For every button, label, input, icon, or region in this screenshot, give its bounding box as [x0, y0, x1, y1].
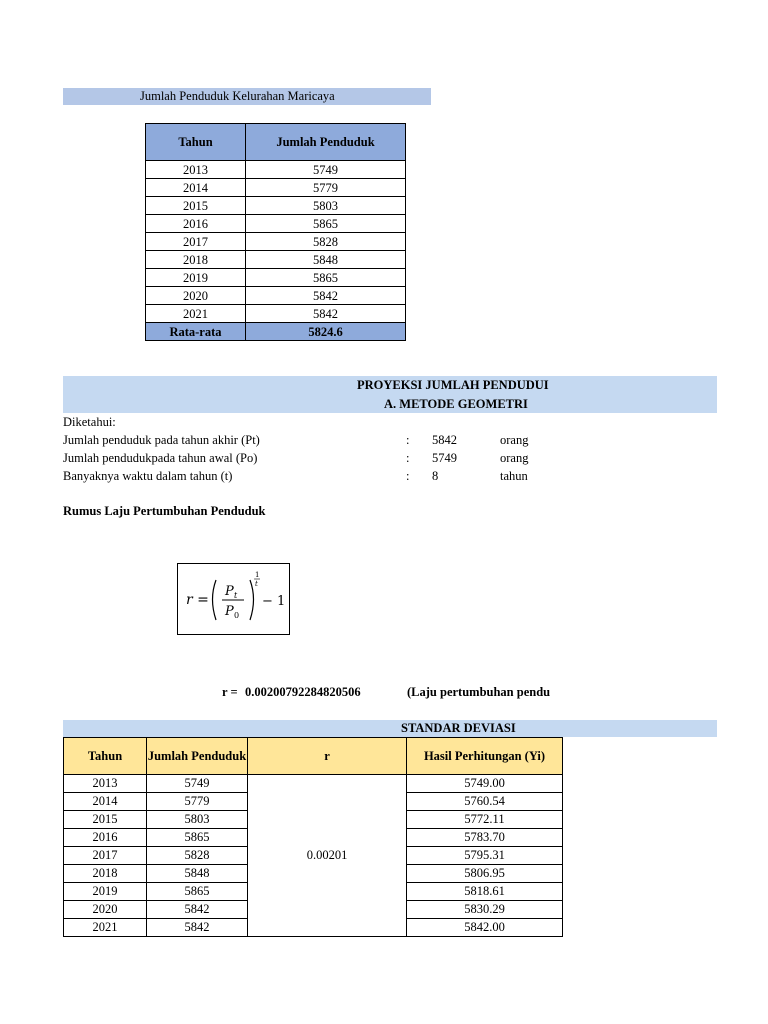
known-item-label: Banyaknya waktu dalam tahun (t) [63, 469, 233, 483]
table-row [146, 305, 406, 323]
formula-denominator: P [225, 604, 234, 619]
known-item-value: 5842 [432, 433, 457, 447]
table-row [146, 233, 406, 251]
result-cell: 5795.31 [407, 847, 563, 865]
known-item-unit: tahun [500, 469, 528, 483]
population-average-row [146, 323, 406, 341]
year-cell: 2020 [64, 901, 147, 919]
formula-minus-one: − 1 [262, 594, 286, 609]
population-table [145, 123, 406, 341]
population-cell: 5842 [147, 901, 248, 919]
population-title: Jumlah Penduduk Kelurahan Maricaya [140, 89, 335, 103]
year-cell: 2014 [146, 179, 246, 197]
std-header-year: Tahun [64, 738, 147, 775]
known-label: Diketahui: [63, 415, 116, 429]
table-row [146, 161, 406, 179]
formula-denominator-sub: 0 [234, 611, 240, 620]
population-cell: 5749 [147, 775, 248, 793]
population-cell: 5828 [246, 233, 406, 251]
std-title: STANDAR DEVIASI [401, 721, 516, 735]
year-cell: 2016 [146, 215, 246, 233]
population-table-header [146, 124, 406, 161]
year-cell: 2019 [146, 269, 246, 287]
population-cell: 5749 [246, 161, 406, 179]
table-row [146, 215, 406, 233]
formula-numerator: P [225, 584, 234, 599]
population-cell: 5865 [246, 215, 406, 233]
population-cell: 5779 [147, 793, 248, 811]
population-cell: 5842 [246, 305, 406, 323]
population-cell: 5865 [246, 269, 406, 287]
known-item-separator: : [406, 451, 410, 465]
result-cell: 5830.29 [407, 901, 563, 919]
population-cell: 5848 [147, 865, 248, 883]
table-row [146, 197, 406, 215]
known-item-unit: orang [500, 433, 529, 447]
result-note: (Laju pertumbuhan pendu [407, 685, 551, 699]
table-row [146, 287, 406, 305]
result-cell: 5749.00 [407, 775, 563, 793]
population-cell: 5803 [147, 811, 248, 829]
result-cell: 5783.70 [407, 829, 563, 847]
std-table-header [64, 738, 563, 775]
year-cell: 2017 [64, 847, 147, 865]
year-cell: 2018 [146, 251, 246, 269]
std-header-r: r [248, 738, 407, 775]
projection-subtitle: A. METODE GEOMETRI [384, 397, 528, 411]
std-table [63, 737, 563, 937]
year-cell: 2013 [146, 161, 246, 179]
year-cell: 2018 [64, 865, 147, 883]
known-item-separator: : [406, 433, 410, 447]
population-cell: 5842 [147, 919, 248, 937]
table-row [146, 269, 406, 287]
population-cell: 5865 [147, 829, 248, 847]
table-row [146, 179, 406, 197]
formula-exponent-numerator: 1 [255, 571, 260, 579]
population-cell: 5828 [147, 847, 248, 865]
known-item-value: 5749 [432, 451, 457, 465]
population-cell: 5779 [246, 179, 406, 197]
result-value: 0.00200792284820506 [245, 685, 361, 699]
year-cell: 2016 [64, 829, 147, 847]
year-cell: 2017 [146, 233, 246, 251]
year-cell: 2020 [146, 287, 246, 305]
year-cell: 2015 [64, 811, 147, 829]
result-cell: 5772.11 [407, 811, 563, 829]
result-cell: 5760.54 [407, 793, 563, 811]
known-item-separator: : [406, 469, 410, 483]
known-item-value: 8 [432, 469, 439, 483]
header-year: Tahun [146, 124, 246, 161]
formula-numerator-sub: t [234, 591, 238, 600]
formula-exponent-denominator: t [255, 580, 258, 588]
formula-image [177, 563, 290, 635]
population-cell: 5865 [147, 883, 248, 901]
population-cell: 5848 [246, 251, 406, 269]
year-cell: 2015 [146, 197, 246, 215]
population-cell: 5842 [246, 287, 406, 305]
table-row [146, 251, 406, 269]
table-row [64, 775, 563, 793]
year-cell: 2021 [64, 919, 147, 937]
result-cell: 5806.95 [407, 865, 563, 883]
r-value-cell: 0.00201 [248, 775, 407, 937]
std-header-population: Jumlah Penduduk [147, 738, 248, 775]
year-cell: 2021 [146, 305, 246, 323]
known-item-label: Jumlah pendudukpada tahun awal (Po) [63, 451, 258, 465]
year-cell: 2014 [64, 793, 147, 811]
known-item-label: Jumlah penduduk pada tahun akhir (Pt) [63, 433, 260, 447]
std-band [63, 720, 717, 737]
result-cell: 5842.00 [407, 919, 563, 937]
year-cell: 2019 [64, 883, 147, 901]
population-cell: 5803 [246, 197, 406, 215]
formula-graphic [178, 564, 289, 634]
formula-heading: Rumus Laju Pertumbuhan Penduduk [63, 504, 266, 518]
average-value: 5824.6 [246, 323, 406, 341]
result-cell: 5818.61 [407, 883, 563, 901]
header-population: Jumlah Penduduk [246, 124, 406, 161]
year-cell: 2013 [64, 775, 147, 793]
average-label: Rata-rata [146, 323, 246, 341]
std-header-result: Hasil Perhitungan (Yi) [407, 738, 563, 775]
known-item-unit: orang [500, 451, 529, 465]
projection-title: PROYEKSI JUMLAH PENDUDUI [357, 378, 549, 392]
result-label: r = [222, 685, 238, 699]
formula-lhs: r = [186, 592, 209, 608]
